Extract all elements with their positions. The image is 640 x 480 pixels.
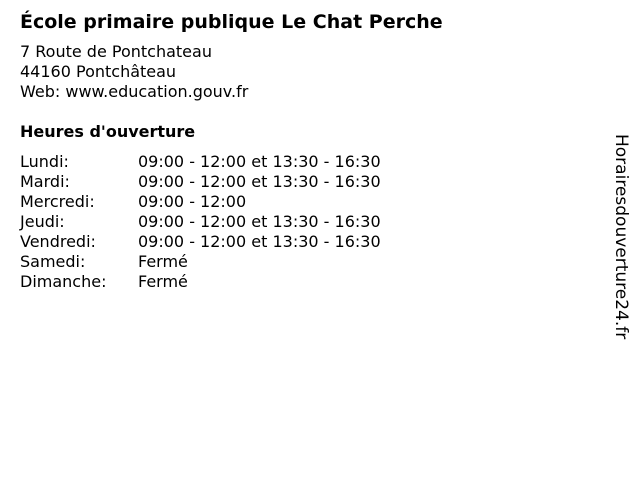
day-hours: Fermé [138, 272, 188, 291]
day-hours: 09:00 - 12:00 et 13:30 - 16:30 [138, 172, 381, 191]
day-label: Lundi: [20, 152, 69, 171]
address-city: 44160 Pontchâteau [20, 62, 177, 81]
address-street: 7 Route de Pontchateau [20, 42, 212, 61]
day-label: Dimanche: [20, 272, 107, 291]
day-hours: Fermé [138, 252, 188, 271]
hours-row-monday [20, 152, 381, 172]
website-line: Web: www.education.gouv.fr [20, 82, 249, 101]
day-label: Samedi: [20, 252, 86, 271]
hours-row-friday [20, 232, 381, 252]
day-label: Jeudi: [20, 212, 65, 231]
place-title: École primaire publique Le Chat Perche [20, 11, 443, 33]
hours-table [20, 152, 381, 292]
hours-row-wednesday [20, 192, 381, 212]
place-card [20, 8, 600, 292]
day-label: Mercredi: [20, 192, 95, 211]
watermark-text: Horairesdouverture24.fr [611, 134, 631, 340]
hours-row-saturday [20, 252, 381, 272]
hours-row-sunday [20, 272, 381, 292]
day-hours: 09:00 - 12:00 [138, 192, 247, 211]
day-hours: 09:00 - 12:00 et 13:30 - 16:30 [138, 212, 381, 231]
day-hours: 09:00 - 12:00 et 13:30 - 16:30 [138, 232, 381, 251]
day-hours: 09:00 - 12:00 et 13:30 - 16:30 [138, 152, 381, 171]
day-label: Vendredi: [20, 232, 96, 251]
site-watermark [610, 134, 634, 374]
hours-heading: Heures d'ouverture [20, 122, 196, 141]
hours-row-thursday [20, 212, 381, 232]
day-label: Mardi: [20, 172, 70, 191]
hours-row-tuesday [20, 172, 381, 192]
